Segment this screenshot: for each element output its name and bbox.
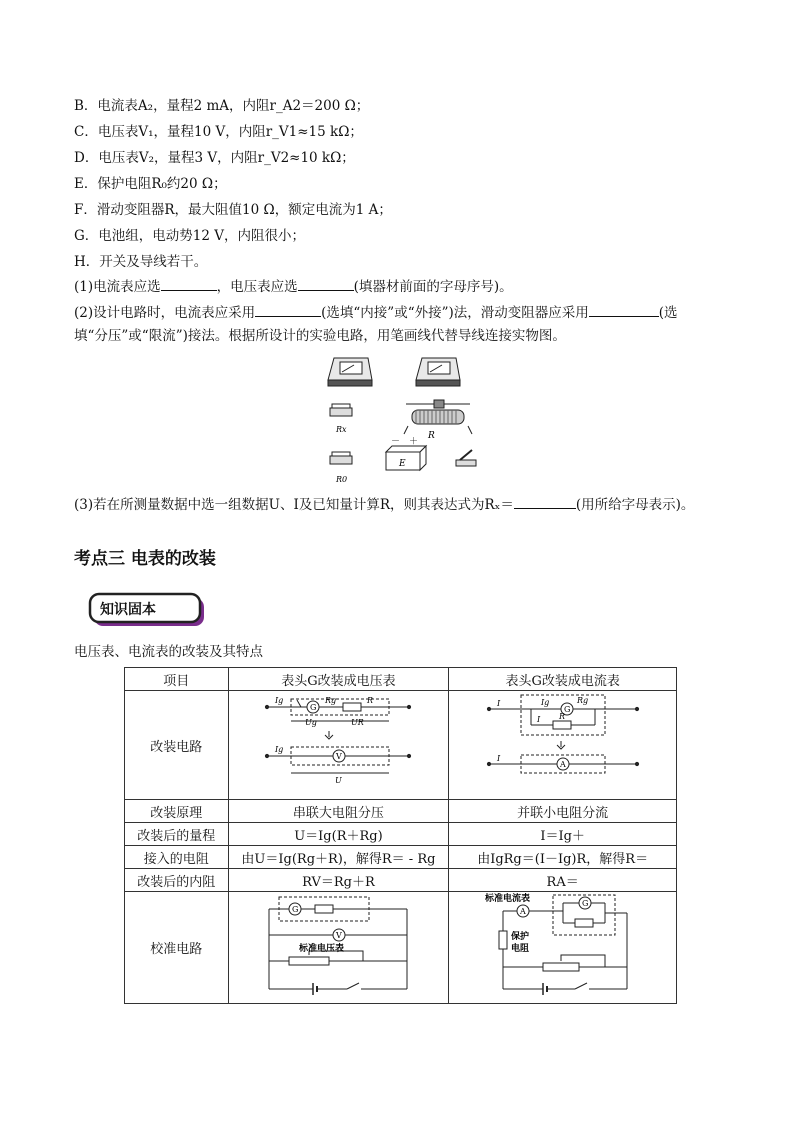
row-label: 改装原理 (125, 800, 229, 823)
voltmeter-calibration-diagram (263, 893, 413, 999)
header-item: 项目 (125, 668, 229, 691)
switch (456, 450, 476, 466)
protect-label-2: 电阻 (510, 943, 529, 954)
badge-label: 知识固本 (100, 602, 156, 618)
voltmeter-conversion-diagram (263, 691, 413, 795)
label-ig: Ig (540, 698, 549, 707)
battery-minus: － (391, 437, 401, 447)
table-row: 接入的电阻 由U＝Ig(Rg＋R)，解得R＝ - Rg 由IgRg＝(I－Ig)R，解得R＝ (125, 846, 677, 869)
ammeter-circuit-cell (449, 691, 677, 800)
table-row: 改装后的内阻 RV＝Rg＋R RA＝ (125, 869, 677, 892)
apparatus-figure (320, 352, 490, 488)
resistor-r0 (330, 452, 352, 464)
ammeter-conversion-diagram (483, 691, 643, 795)
answer-blank (255, 302, 321, 317)
ammeter-calibration-cell (449, 892, 677, 1004)
header-voltmeter: 表头G改装成电压表 (228, 668, 449, 691)
answer-blank (161, 276, 217, 291)
table-header-row (125, 668, 677, 691)
voltmeter-circuit-cell (228, 691, 449, 800)
answer-blank (589, 302, 659, 317)
question-1: (1)电流表应选 ，电压表应选 (填器材前面的字母序号)。 (74, 276, 513, 297)
option-b: B．电流表A₂，量程2 mA，内阻r_A2＝200 Ω； (74, 98, 370, 114)
label-i-2: I (496, 754, 500, 763)
section-title: 考点三 电表的改装 (74, 549, 216, 569)
standard-voltmeter-label: 标准电压表 (299, 943, 345, 954)
label-g: G (292, 904, 299, 914)
protect-label-1: 保护 (510, 931, 529, 942)
meter-conversion-table (124, 667, 677, 1004)
answer-blank (514, 494, 576, 509)
row-label: 改装后的内阻 (125, 869, 229, 892)
label-r: R (367, 696, 374, 705)
label-i: I (496, 699, 500, 708)
answer-blank (298, 276, 354, 291)
battery (386, 446, 426, 470)
label-ur: UR (351, 718, 365, 727)
label-ir: I (536, 715, 540, 724)
option-f: F．滑动变阻器R，最大阻值10 Ω，额定电流为1 A； (74, 202, 392, 218)
row-label: 接入的电阻 (125, 846, 229, 869)
table-row (125, 892, 677, 1004)
label-ig: Ig (275, 696, 284, 705)
table-row: 改装原理 串联大电阻分压 并联小电阻分流 (125, 800, 677, 823)
option-c: C．电压表V₁，量程10 V，内阻r_V1≈15 kΩ； (74, 124, 363, 140)
voltmeter-calibration-cell (228, 892, 449, 1004)
r-label: R (428, 431, 435, 441)
label-a: A (559, 760, 566, 769)
label-rg: Rg (576, 696, 588, 705)
row-label: 改装电路 (125, 691, 229, 800)
label-ig-2: Ig (275, 745, 284, 754)
row-label: 改装后的量程 (125, 823, 229, 846)
label-rg: Rg (325, 696, 337, 705)
label-v: V (336, 930, 343, 940)
question-3: (3)若在所测量数据中选一组数据U、I及已知量计算R，则其表达式为Rₓ＝ (用所给字母表示)。 (74, 494, 694, 515)
voltmeter-device (328, 358, 372, 386)
table-row: 改装后的量程 U＝Ig(R＋Rg) I＝Ig＋ (125, 823, 677, 846)
row-label: 校准电路 (125, 892, 229, 1004)
question-2-line2: 填“分压”或“限流”)接法。根据所设计的实验电路，用笔画线代替导线连接实物图。 (74, 328, 566, 344)
option-g: G．电池组，电动势12 V，内阻很小； (74, 228, 306, 244)
label-g: G (563, 705, 571, 714)
header-ammeter: 表头G改装成电流表 (449, 668, 677, 691)
table-intro: 电压表、电流表的改装及其特点 (74, 644, 263, 660)
label-r: R (558, 712, 565, 721)
r0-label: R0 (336, 475, 348, 484)
label-a: A (519, 906, 526, 916)
label-g: G (581, 898, 589, 908)
option-e: E．保护电阻R₀约20 Ω； (74, 176, 227, 192)
rheostat (404, 400, 472, 434)
label-u: U (335, 776, 343, 785)
label-v: V (336, 752, 343, 761)
label-ug: Ug (305, 718, 318, 727)
ammeter-calibration-diagram (483, 893, 643, 999)
rx-label: Rx (336, 425, 347, 434)
label-g: G (310, 703, 317, 712)
resistor-rx (330, 404, 352, 416)
standard-ammeter-label: 标准电流表 (484, 893, 530, 904)
option-d: D．电压表V₂，量程3 V，内阻r_V2≈10 kΩ； (74, 150, 355, 166)
question-2: (2)设计电路时，电流表应采用 (选填“内接”或“外接”)法，滑动变阻器应采用 (选 (74, 302, 678, 323)
battery-plus: ＋ (409, 437, 419, 447)
e-label: E (399, 459, 406, 469)
ammeter-device (416, 358, 460, 386)
option-h: H．开关及导线若干。 (74, 254, 208, 270)
knowledge-badge (88, 592, 206, 628)
table-row (125, 691, 677, 800)
